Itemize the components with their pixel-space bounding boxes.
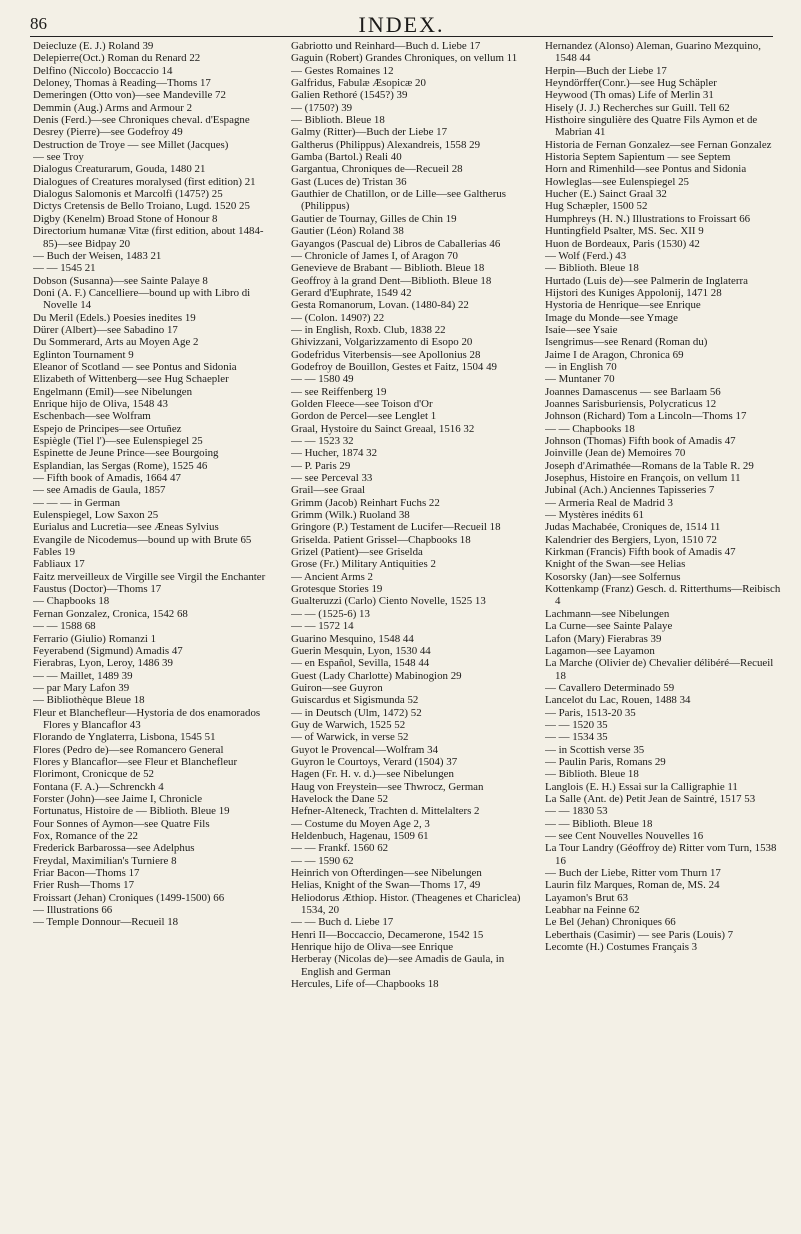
index-entry: Hefner-Alteneck, Trachten d. Mittelalters 2 <box>291 805 480 818</box>
index-entry: Godefroy de Bouillon, Gestes et Faitz, 1504 49 <box>291 360 497 373</box>
index-entry: Josephus, Histoire en François, on vellum 11 <box>545 472 741 485</box>
page-number: 86 <box>30 14 47 33</box>
index-entry: Image du Monde—see Ymage <box>545 311 678 324</box>
index-entry: Fierabras, Lyon, Leroy, 1486 39 <box>33 657 173 670</box>
index-entry: Florimont, Cronicque de 52 <box>33 768 154 781</box>
index-entry: — of Warwick, in verse 52 <box>291 731 409 744</box>
index-entry: — — 1523 32 <box>291 435 354 447</box>
index-entry: — Paris, 1513-20 35 <box>545 706 636 719</box>
index-entry: Elizabeth of Wittenberg—see Hug Schaepler <box>33 373 229 386</box>
index-entry: — see Troy <box>33 151 84 164</box>
index-entry: Hystoria de Henrique—see Enrique <box>545 299 701 312</box>
index-entry: Lagamon—see Layamon <box>545 644 655 657</box>
index-entry: Grail—see Graal <box>291 484 366 497</box>
index-entry: Helias, Knight of the Swan—Thoms 17, 49 <box>291 879 481 892</box>
index-entry: Engelmann (Emil)—see Nibelungen <box>33 385 193 398</box>
index-entry: Digby (Kenelm) Broad Stone of Honour 8 <box>33 212 218 225</box>
index-entry: Dialogus Creaturarum, Gouda, 1480 21 <box>33 163 206 176</box>
index-entry: Heldenbuch, Hagenau, 1509 61 <box>291 830 429 842</box>
index-entry: — — — in German <box>33 496 121 509</box>
index-entry: Heywood (Th omas) Life of Merlin 31 <box>545 89 714 102</box>
index-entry: Leabhar na Feinne 62 <box>545 904 640 917</box>
index-entry: Ghivizzani, Volgarizzamento di Esopo 20 <box>291 336 473 349</box>
index-column-3 <box>545 40 782 1225</box>
index-entry: Ferrario (Giulio) Romanzi 1 <box>33 632 157 645</box>
index-entry: Grimm (Wilk.) Ruoland 38 <box>291 509 410 522</box>
index-entry: Gamba (Bartol.) Reali 40 <box>291 151 402 164</box>
index-entry: Directorium humanæ Vitæ (first edition, about 1484-85)—see Bidpay 20 <box>33 225 264 250</box>
index-entry: Hagen (Fr. H. v. d.)—see Nibelungen <box>291 768 454 781</box>
index-entry: Espejo de Principes—see Ortuñez <box>33 422 182 435</box>
index-entry: Knight of the Swan—see Helias <box>545 558 686 571</box>
index-entry: Frier Rush—Thoms 17 <box>33 879 135 892</box>
index-entry: Fortunatus, Histoire de — Biblioth. Bleue 19 <box>33 805 230 818</box>
index-entry: Delfino (Niccolo) Boccaccio 14 <box>33 64 173 77</box>
index-entry: Heyndörffer(Conr.)—see Hug Schäpler <box>545 77 717 90</box>
index-entry: Fleur et Blanchefleur—Hystoria de dos enamorados Flores y Blancaflor 43 <box>33 706 261 731</box>
index-entry: Gargantua, Chroniques de—Recueil 28 <box>291 163 463 176</box>
index-entry: Frederick Barbarossa—see Adelphus <box>33 842 195 855</box>
index-entry: Grizel (Patient)—see Griselda <box>291 546 423 559</box>
index-entry: — — Frankf. 1560 62 <box>291 842 389 855</box>
index-entry: Faitz merveilleux de Virgille see Virgil the Enchanter <box>33 570 266 583</box>
index-column-1 <box>33 40 276 1225</box>
index-entry: — en Español, Sevilla, 1548 44 <box>291 657 430 670</box>
index-entry: Fernan Gonzalez, Cronica, 1542 68 <box>33 607 188 620</box>
index-entry: Kalendrier des Bergiers, Lyon, 1510 72 <box>545 533 717 546</box>
index-entry: Joannes Sarisburiensis, Polycraticus 12 <box>545 397 717 410</box>
index-entry: Henri II—Boccaccio, Decamerone, 1542 15 <box>291 928 484 941</box>
index-entry: — Armeria Real de Madrid 3 <box>545 496 673 509</box>
index-entry: — Temple Donnour—Recueil 18 <box>33 916 179 929</box>
index-entry: Deloney, Thomas à Reading—Thoms 17 <box>33 77 211 90</box>
index-entry: Huntingfield Psalter, MS. Sec. XII 9 <box>545 225 704 238</box>
index-entry: Grotesque Stories 19 <box>291 583 383 596</box>
index-entry: — — Biblioth. Bleue 18 <box>545 817 653 830</box>
index-entry: Demmin (Aug.) Arms and Armour 2 <box>33 101 193 114</box>
index-entry: Gayangos (Pascual de) Libros de Caballerias 46 <box>291 237 501 250</box>
index-entry: La Marche (Olivier de) Chevalier délibéré—Recueil 18 <box>545 657 774 682</box>
index-entry: Hurtado (Luis de)—see Palmerin de Inglaterra <box>545 274 748 287</box>
index-entry: Godefridus Viterbensis—see Apollonius 28 <box>291 348 481 361</box>
index-entry: — — Chapbooks 18 <box>545 422 635 435</box>
index-entry: Havelock the Dane 52 <box>291 792 389 805</box>
index-entry: Enrique hijo de Oliva, 1548 43 <box>33 397 168 410</box>
index-entry: Heinrich von Ofterdingen—see Nibelungen <box>291 867 482 880</box>
index-entry: Espinette de Jeune Prince—see Bourgoing <box>33 447 219 460</box>
index-entry: — — 1534 35 <box>545 731 608 744</box>
index-entry: Jubinal (Ach.) Anciennes Tapisseries 7 <box>545 484 715 497</box>
index-entry: — Costume du Moyen Age 2, 3 <box>291 817 430 830</box>
index-entry: Hercules, Life of—Chapbooks 18 <box>291 978 439 991</box>
index-entry: Du Sommerard, Arts au Moyen Age 2 <box>33 336 199 349</box>
index-entry: Froissart (Jehan) Croniques (1499-1500) 66 <box>33 891 225 904</box>
index-entry: Eurialus and Lucretia—see Æneas Sylvius <box>33 521 219 534</box>
index-entry: — Buch der Liebe, Ritter vom Thurn 17 <box>545 867 721 880</box>
index-entry: — par Mary Lafon 39 <box>33 681 130 694</box>
page-header <box>30 8 773 38</box>
index-entry: Flores (Pedro de)—see Romancero General <box>33 743 224 756</box>
index-entry: Desrey (Pierre)—see Godefroy 49 <box>33 126 183 139</box>
index-entry: Guyot le Provencal—Wolfram 34 <box>291 743 439 756</box>
index-entry: Gringore (P.) Testament de Lucifer—Recueil 18 <box>291 521 501 534</box>
index-entry: Fontana (F. A.)—Schrenckh 4 <box>33 780 164 793</box>
index-entry: Dobson (Susanna)—see Sainte Palaye 8 <box>33 274 208 287</box>
index-entry: Forster (John)—see Jaime I, Chronicle <box>33 792 203 805</box>
index-entry: Kirkman (Francis) Fifth book of Amadis 47 <box>545 546 736 559</box>
index-entry: Fabliaux 17 <box>33 558 85 571</box>
index-entry: Johnson (Thomas) Fifth book of Amadis 47 <box>545 435 736 447</box>
index-entry: — Bibliothèque Bleue 18 <box>33 694 145 707</box>
index-entry: Herpin—Buch der Liebe 17 <box>545 64 667 77</box>
index-entry: Faustus (Doctor)—Thoms 17 <box>33 583 162 596</box>
index-entry: Fox, Romance of the 22 <box>33 830 138 842</box>
index-entry: Galfridus, Fabulæ Æsopicæ 20 <box>291 77 426 90</box>
index-entry: — Illustrations 66 <box>33 904 113 917</box>
index-entry: Gautier (Léon) Roland 38 <box>291 225 404 238</box>
index-entry: Geoffroy à la grand Dent—Biblioth. Bleue 18 <box>291 274 492 287</box>
index-entry: Gast (Luces de) Tristan 36 <box>291 175 407 188</box>
index-entry: Langlois (E. H.) Essai sur la Calligraphie 11 <box>545 780 738 793</box>
index-entry: Haug von Freystein—see Thwrocz, German <box>291 780 484 793</box>
index-entry: Guarino Mesquino, 1548 44 <box>291 632 414 645</box>
index-entry: Layamon's Brut 63 <box>545 891 629 904</box>
index-entry: Historia Septem Sapientum — see Septem <box>545 151 731 164</box>
index-entry: Gualteruzzi (Carlo) Ciento Novelle, 1525 13 <box>291 595 486 608</box>
index-entry: Fables 19 <box>33 546 76 559</box>
index-entry: — see Reiffenberg 19 <box>291 385 387 398</box>
index-entry: Espiègle (Tiel l')—see Eulenspiegel 25 <box>33 435 203 447</box>
index-entry: — — 1572 14 <box>291 620 354 633</box>
header-rule <box>30 36 773 37</box>
index-entry: Jaime I de Aragon, Chronica 69 <box>545 348 684 361</box>
index-entry: Doni (A. F.) Cancelliere—bound up with Libro di Novelle 14 <box>33 286 251 312</box>
page-title: INDEX. <box>358 12 445 37</box>
index-entry: Evangile de Nicodemus—bound up with Brute 65 <box>33 533 252 546</box>
index-entry: Lafon (Mary) Fierabras 39 <box>545 632 662 645</box>
index-entry: Dürer (Albert)—see Sabadino 17 <box>33 323 178 336</box>
index-entry: Hug Schæpler, 1500 52 <box>545 200 648 213</box>
index-entry: Le Bel (Jehan) Chroniques 66 <box>545 916 676 929</box>
index-entry: Delepierre(Oct.) Roman du Renard 22 <box>33 52 201 65</box>
index-entry: Destruction de Troye — see Millet (Jacques) <box>33 138 229 151</box>
index-entry: Esplandian, las Sergas (Rome), 1525 46 <box>33 459 208 472</box>
index-entry: — — 1520 35 <box>545 718 608 731</box>
index-entry: Eulenspiegel, Low Saxon 25 <box>33 509 159 522</box>
index-entry: — Cavallero Determinado 59 <box>545 681 675 694</box>
index-entry: Galmy (Ritter)—Buch der Liebe 17 <box>291 126 448 139</box>
index-entry: — — Buch d. Liebe 17 <box>291 916 394 929</box>
index-entry: — — 1590 62 <box>291 854 354 867</box>
index-entry: — — Maillet, 1489 39 <box>33 669 133 682</box>
index-entry: Gabriotto und Reinhard—Buch d. Liebe 17 <box>291 40 481 52</box>
index-entry: Guerin Mesquin, Lyon, 1530 44 <box>291 644 431 657</box>
index-entry: — Muntaner 70 <box>545 373 615 386</box>
index-entry: Leberthais (Casimir) — see Paris (Louis) 7 <box>545 928 734 941</box>
index-entry: — — 1580 49 <box>291 373 354 386</box>
index-entry: Demeringen (Otto von)—see Mandeville 72 <box>33 89 226 102</box>
index-entry: — Fifth book of Amadis, 1664 47 <box>33 472 181 485</box>
index-entry: — P. Paris 29 <box>291 459 351 472</box>
index-entry: La Curne—see Sainte Palaye <box>545 620 673 633</box>
index-entry: Joseph d'Arimathée—Romans de la Table R. 29 <box>545 459 754 472</box>
index-entry: Deiecluze (E. J.) Roland 39 <box>33 40 154 52</box>
index-entry: Joannes Damascenus — see Barlaam 56 <box>545 385 721 398</box>
index-entry: — Mystères inédits 61 <box>545 509 644 522</box>
index-entry: Denis (Ferd.)—see Chroniques cheval. d'Espagne <box>33 114 250 127</box>
index-entry: Golden Fleece—see Toison d'Or <box>291 397 433 410</box>
index-entry: Gaguin (Robert) Grandes Chroniques, on vellum 11 <box>291 52 518 65</box>
index-entry: Lecomte (H.) Costumes Français 3 <box>545 941 698 954</box>
index-entry: Guiscardus et Sigismunda 52 <box>291 694 419 707</box>
index-entry: Guiron—see Guyron <box>291 681 383 694</box>
index-entry: — see Perceval 33 <box>291 472 373 485</box>
index-entry: La Salle (Ant. de) Petit Jean de Saintré, 1517 53 <box>545 792 756 805</box>
index-entry: Hisely (J. J.) Recherches sur Guill. Tell 62 <box>545 101 730 114</box>
index-entry: — in Deutsch (Ulm, 1472) 52 <box>291 706 422 719</box>
index-entry: Galien Rethoré (1545?) 39 <box>291 89 408 102</box>
index-entry: — Ancient Arms 2 <box>291 570 373 583</box>
index-entry: Dialogus Salomonis et Marcolfi (1475?) 25 <box>33 188 223 201</box>
index-entry: Lancelot du Lac, Rouen, 1488 34 <box>545 694 691 707</box>
index-entry: — (Colon. 1490?) 22 <box>291 311 385 324</box>
index-entry: Hucher (E.) Sainct Graal 32 <box>545 188 667 201</box>
index-entry: Du Meril (Edels.) Poesies inedites 19 <box>33 311 196 324</box>
index-entry: — Wolf (Ferd.) 43 <box>545 249 627 262</box>
index-entry: — — (1525-6) 13 <box>291 607 370 620</box>
index-entry: Heliodorus Æthiop. Histor. (Theagenes et Chariclea) 1534, 20 <box>291 891 521 917</box>
index-entry: — Paulin Paris, Romans 29 <box>545 755 666 768</box>
index-entry: — Chronicle of James I, of Aragon 70 <box>291 249 458 262</box>
index-entry: — Buch der Weisen, 1483 21 <box>33 249 162 262</box>
index-entry: Johnson (Richard) Tom a Lincoln—Thoms 17 <box>545 410 747 423</box>
index-entry: Historia de Fernan Gonzalez—see Fernan Gonzalez <box>545 138 772 151</box>
index-entry: — in English 70 <box>545 360 617 373</box>
index-entry: — Biblioth. Bleue 18 <box>291 114 385 127</box>
index-entry: Gesta Romanorum, Lovan. (1480-84) 22 <box>291 299 469 312</box>
index-entry: Isengrimus—see Renard (Roman du) <box>545 336 708 349</box>
index-entry: — (1750?) 39 <box>291 101 353 114</box>
index-entry: Grose (Fr.) Military Antiquities 2 <box>291 558 436 571</box>
index-entry: — Hucher, 1874 32 <box>291 447 378 460</box>
index-entry: Huon de Bordeaux, Paris (1530) 42 <box>545 237 700 250</box>
index-entry: Freydal, Maximilian's Turniere 8 <box>33 854 177 867</box>
index-entry: Eschenbach—see Wolfram <box>33 410 151 423</box>
index-entry: Guy de Warwich, 1525 52 <box>291 718 406 731</box>
index-entry: Howleglas—see Eulenspiegel 25 <box>545 175 689 188</box>
index-entry: — Chapbooks 18 <box>33 595 110 608</box>
index-entry: — in English, Roxb. Club, 1838 22 <box>291 323 446 336</box>
index-entry: Henrique hijo de Oliva—see Enrique <box>291 941 454 954</box>
index-entry: — — 1830 53 <box>545 805 608 818</box>
index-entry: Horn and Rimenhild—see Pontus and Sidonia <box>545 163 747 176</box>
index-entry: Gauthier de Chatillon, or de Lille—see Galtherus (Philippus) <box>291 188 507 213</box>
index-entry: Four Sonnes of Aymon—see Quatre Fils <box>33 817 210 830</box>
index-entry: — in Scottish verse 35 <box>545 743 645 756</box>
index-entry: — — 1545 21 <box>33 262 96 275</box>
index-entry: Florando de Ynglaterra, Lisbona, 1545 51 <box>33 731 216 744</box>
index-entry: Grimm (Jacob) Reinhart Fuchs 22 <box>291 496 440 509</box>
index-entry: — see Amadis de Gaula, 1857 <box>33 484 166 497</box>
index-entry: Graal, Hystoire du Sainct Greaal, 1516 32 <box>291 422 475 435</box>
index-column-2 <box>291 40 529 1225</box>
index-entry: — see Cent Nouvelles Nouvelles 16 <box>545 830 704 842</box>
index-entry: Genevieve de Brabant — Biblioth. Bleue 18 <box>291 262 485 275</box>
index-entry: Griselda. Patient Grissel—Chapbooks 18 <box>291 533 471 546</box>
index-entry: Isaie—see Ysaie <box>545 323 618 336</box>
index-entry: Judas Machabée, Croniques de, 1514 11 <box>545 521 721 534</box>
index-entry: Gerard d'Euphrate, 1549 42 <box>291 286 412 299</box>
index-entry: Flores y Blancaflor—see Fleur et Blanchefleur <box>33 755 238 768</box>
index-entry: Galtherus (Philippus) Alexandreis, 1558 29 <box>291 138 481 151</box>
index-entry: Guest (Lady Charlotte) Mabinogion 29 <box>291 669 462 682</box>
index-entry: Dialogues of Creatures moralysed (first edition) 21 <box>33 175 256 188</box>
index-entry: Hijstori des Kuniges Appolonij, 1471 28 <box>545 286 722 299</box>
index-entry: Friar Bacon—Thoms 17 <box>33 867 140 880</box>
index-entry: Hernandez (Alonso) Aleman, Guarino Mezquino, 1548 44 <box>545 40 761 65</box>
index-entry: Histhoire singulière des Quatre Fils Aymon et de Mabrian 41 <box>545 114 758 139</box>
index-entry: Herberay (Nicolas de)—see Amadis de Gaula, in English and German <box>291 953 505 978</box>
index-entry: Lachmann—see Nibelungen <box>545 607 670 620</box>
index-entry: Gordon de Percel—see Lenglet 1 <box>291 410 437 423</box>
index-entry: — Gestes Romaines 12 <box>291 64 394 77</box>
index-entry: — Biblioth. Bleue 18 <box>545 768 639 781</box>
index-entry: Gautier de Tournay, Gilles de Chin 19 <box>291 212 457 225</box>
index-entry: Feyerabend (Sigmund) Amadis 47 <box>33 644 183 657</box>
index-entry: Kosorsky (Jan)—see Solfernus <box>545 570 681 583</box>
index-entry: Joinville (Jean de) Memoires 70 <box>545 447 686 460</box>
index-entry: Dictys Cretensis de Bello Troiano, Lugd. 1520 25 <box>33 200 250 213</box>
index-entry: La Tour Landry (Géoffroy de) Ritter vom Turn, 1538 16 <box>545 842 777 867</box>
index-entry: Eleanor of Scotland — see Pontus and Sidonia <box>33 360 237 373</box>
index-entry: Guyron le Courtoys, Verard (1504) 37 <box>291 755 458 768</box>
index-entry: — Biblioth. Bleue 18 <box>545 262 639 275</box>
index-entry: Kottenkamp (Franz) Gesch. d. Ritterthums—Reibisch 4 <box>545 583 781 608</box>
index-entry: Laurin filz Marques, Roman de, MS. 24 <box>545 879 720 892</box>
index-entry: Humphreys (H. N.) Illustrations to Froissart 66 <box>545 212 751 225</box>
index-entry: Eglinton Tournament 9 <box>33 348 134 361</box>
index-entry: — — 1588 68 <box>33 620 96 633</box>
